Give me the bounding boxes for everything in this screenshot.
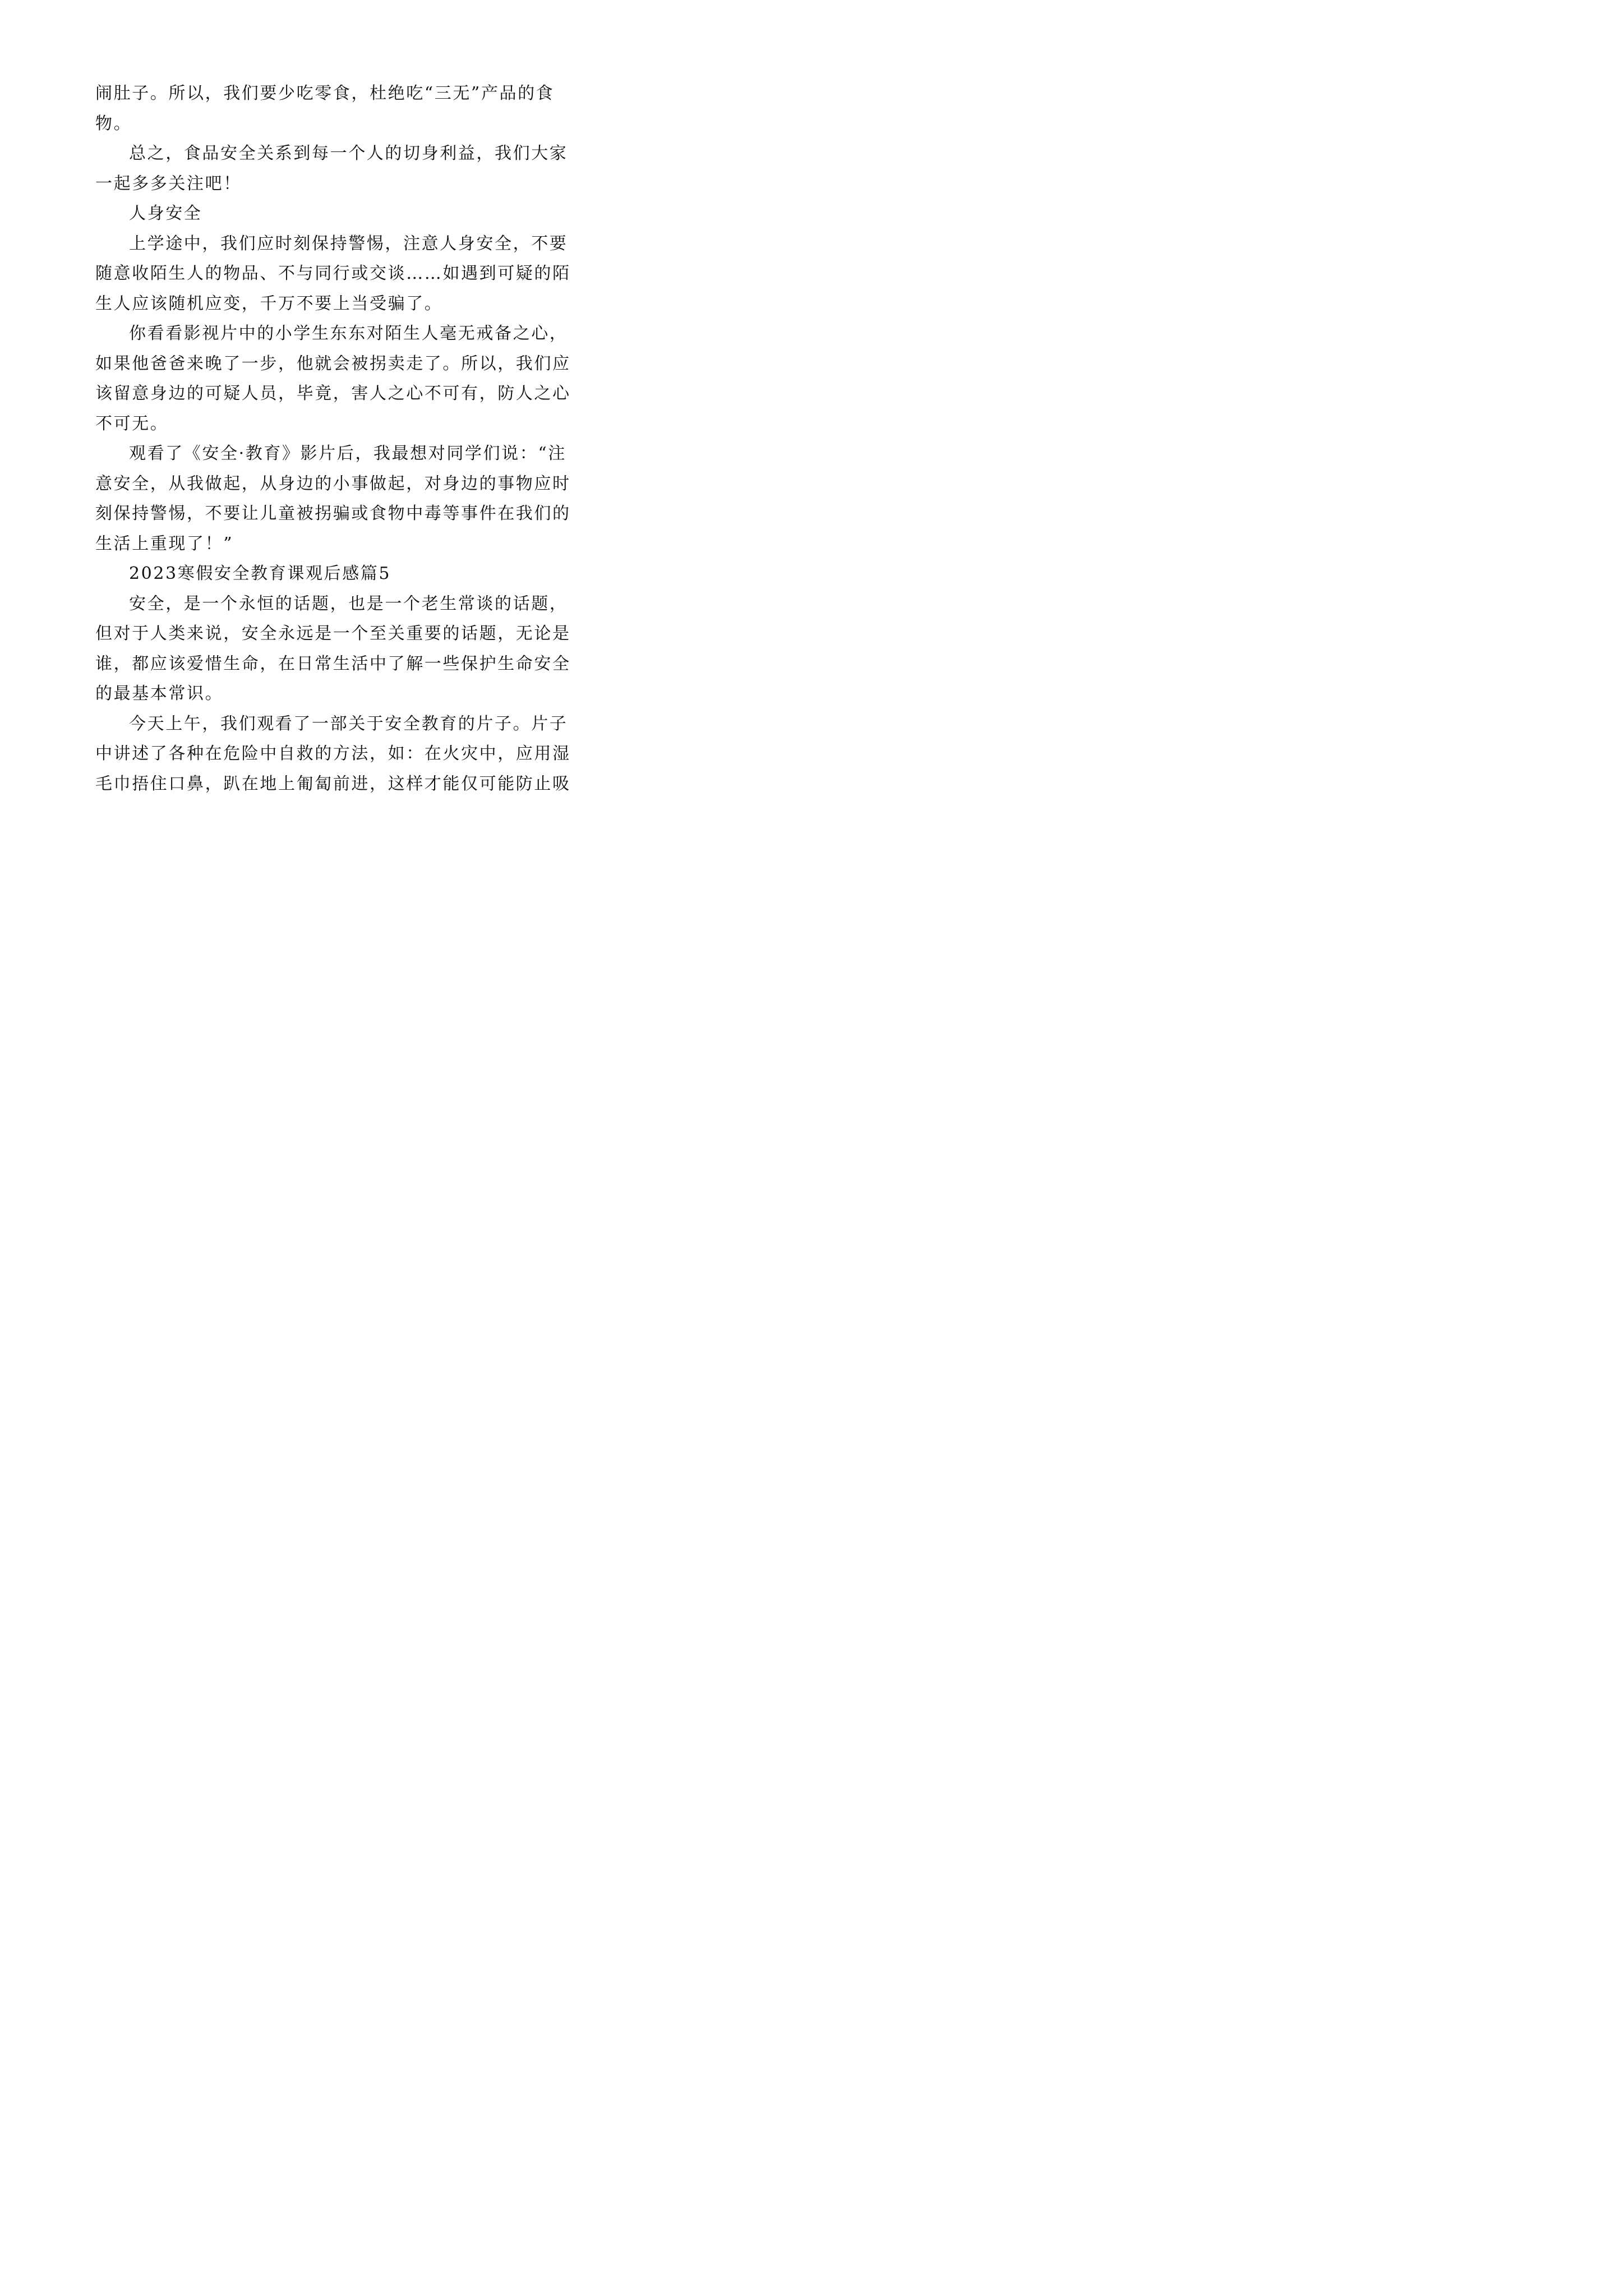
paragraph-line: 你看看影视片中的小学生东东对陌生人毫无戒备之心， bbox=[129, 324, 568, 343]
paragraph-line: 观看了《安全·教育》影片后，我最想对同学们说：“注 bbox=[129, 444, 566, 463]
paragraph-line: 随意收陌生人的物品、不与同行或交谈……如遇到可疑的陌 bbox=[95, 264, 571, 283]
paragraph-line: 如果他爸爸来晚了一步，他就会被拐卖走了。所以，我们应 bbox=[95, 353, 571, 374]
paragraph-line: 不可无。 bbox=[95, 413, 169, 434]
paragraph-line: 该留意身边的可疑人员，毕竟，害人之心不可有，防人之心 bbox=[95, 384, 571, 403]
paragraph-line: 今天上午，我们观看了一部关于安全教育的片子。片子 bbox=[129, 714, 568, 734]
paragraph-line: 刻保持警惕，不要让儿童被拐骗或食物中毒等事件在我们的 bbox=[95, 504, 571, 523]
paragraph-line: 安全，是一个永恒的话题，也是一个老生常谈的话题， bbox=[129, 593, 568, 614]
paragraph-line: 生活上重现了！” bbox=[95, 533, 234, 554]
document-page bbox=[0, 0, 630, 891]
paragraph-line: 谁，都应该爱惜生命，在日常生活中了解一些保护生命安全 bbox=[95, 654, 571, 674]
paragraph-line: 毛巾捂住口鼻，趴在地上匍匐前进，这样才能仅可能防止吸 bbox=[95, 774, 571, 794]
document-body bbox=[95, 79, 571, 799]
paragraph-line: 但对于人类来说，安全永远是一个至关重要的话题，无论是 bbox=[95, 624, 571, 643]
paragraph-line: 中讲述了各种在危险中自救的方法，如：在火灾中，应用湿 bbox=[95, 744, 571, 763]
paragraph-line: 的最基本常识。 bbox=[95, 684, 224, 703]
paragraph-line: 意安全，从我做起，从身边的小事做起，对身边的事物应时 bbox=[95, 473, 571, 494]
paragraph-line: 一起多多关注吧！ bbox=[95, 173, 242, 194]
article-title: 2023寒假安全教育课观后感篇5 bbox=[129, 564, 391, 583]
paragraph-line: 总之，食品安全关系到每一个人的切身利益，我们大家 bbox=[129, 144, 568, 163]
section-heading: 人身安全 bbox=[129, 204, 202, 223]
paragraph-line: 物。 bbox=[95, 113, 132, 134]
paragraph-line: 闹肚子。所以，我们要少吃零食，杜绝吃“三无”产品的食 bbox=[95, 84, 555, 103]
paragraph-line: 生人应该随机应变，千万不要上当受骗了。 bbox=[95, 293, 443, 314]
paragraph-line: 上学途中，我们应时刻保持警惕，注意人身安全，不要 bbox=[129, 233, 568, 254]
